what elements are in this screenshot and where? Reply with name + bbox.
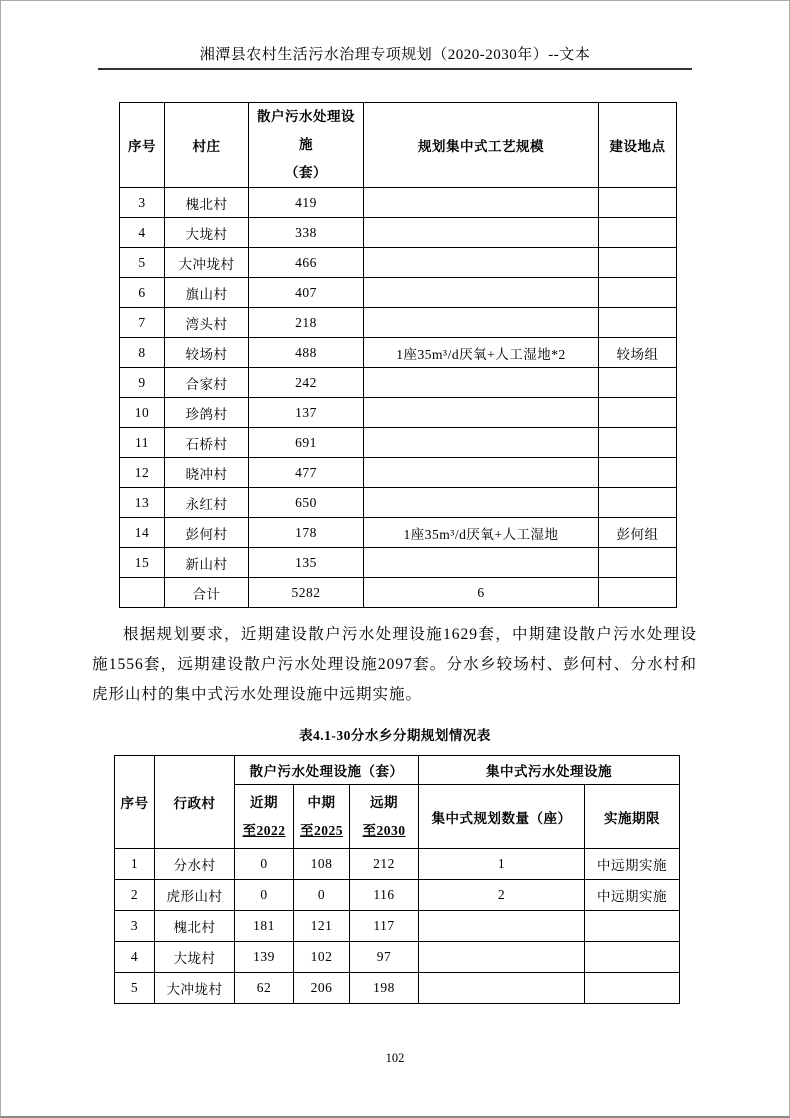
cell-seq: 13 (120, 488, 165, 518)
cell-process (364, 278, 599, 308)
col-header-mid-term (294, 785, 350, 849)
cell-centralized-count (419, 942, 585, 973)
table-row (120, 338, 677, 368)
cell-mid-term: 121 (294, 911, 350, 942)
cell-implementation-period: 中远期实施 (585, 880, 680, 911)
header-row-groups (115, 756, 680, 785)
cell-location (599, 308, 677, 338)
cell-location (599, 428, 677, 458)
cell-process (364, 428, 599, 458)
cell-location (599, 248, 677, 278)
table2-caption: 表4.1-30分水乡分期规划情况表 (299, 728, 491, 743)
table-row (120, 548, 677, 578)
cell-village: 石桥村 (165, 428, 249, 458)
cell-village: 大冲垅村 (155, 973, 235, 1004)
cell-village: 湾头村 (165, 308, 249, 338)
cell-village: 大冲垅村 (165, 248, 249, 278)
cell-near-term: 62 (235, 973, 294, 1004)
cell-location (599, 218, 677, 248)
cell-centralized-count (419, 973, 585, 1004)
body-paragraph: 根据规划要求，近期建设散户污水处理设施1629套，中期建设散户污水处理设施1556套，远期建设散户污水处理设施2097套。分水乡较场村、彭何村、分水村和虎形山村的集中式污水处理设施中远期实施。 (92, 626, 697, 703)
table-row (120, 398, 677, 428)
cell-location (599, 488, 677, 518)
col-header-centralized-count: 集中式规划数量（座） (419, 785, 585, 849)
table-row (120, 428, 677, 458)
cell-process: 1座35m³/d厌氧+人工湿地*2 (364, 338, 599, 368)
cell-far-term: 117 (350, 911, 419, 942)
col-header-process-scale: 规划集中式工艺规模 (364, 103, 599, 188)
cell-process (364, 248, 599, 278)
table-row (115, 911, 680, 942)
cell-seq: 1 (115, 849, 155, 880)
cell-mid-term: 102 (294, 942, 350, 973)
cell-implementation-period (585, 942, 680, 973)
col-header-village: 村庄 (165, 103, 249, 188)
cell-seq (120, 578, 165, 608)
cell-village: 合家村 (165, 368, 249, 398)
cell-village: 虎形山村 (155, 880, 235, 911)
cell-count: 178 (249, 518, 364, 548)
cell-count: 242 (249, 368, 364, 398)
cell-seq: 11 (120, 428, 165, 458)
table-row (115, 973, 680, 1004)
group-header-scattered: 散户污水处理设施（套） (235, 756, 419, 785)
cell-implementation-period (585, 973, 680, 1004)
cell-process: 1座35m³/d厌氧+人工湿地 (364, 518, 599, 548)
cell-mid-term: 206 (294, 973, 350, 1004)
cell-village: 槐北村 (165, 188, 249, 218)
cell-village: 槐北村 (155, 911, 235, 942)
cell-seq: 8 (120, 338, 165, 368)
table-row (120, 308, 677, 338)
cell-location (599, 398, 677, 428)
table-row (120, 368, 677, 398)
cell-centralized-count: 2 (419, 880, 585, 911)
cell-centralized-count (419, 911, 585, 942)
cell-process (364, 218, 599, 248)
cell-seq: 15 (120, 548, 165, 578)
table-row (120, 488, 677, 518)
col-header-scattered-line2: （套） (285, 165, 327, 180)
col-header-implementation-period: 实施期限 (585, 785, 680, 849)
table-row (120, 518, 677, 548)
cell-process (364, 308, 599, 338)
cell-location (599, 578, 677, 608)
col-header-scattered-line1: 散户污水处理设施 (257, 109, 355, 152)
cell-process: 6 (364, 578, 599, 608)
cell-implementation-period: 中远期实施 (585, 849, 680, 880)
cell-village: 合计 (165, 578, 249, 608)
cell-near-term: 181 (235, 911, 294, 942)
cell-location (599, 368, 677, 398)
cell-village: 大垅村 (165, 218, 249, 248)
cell-location (599, 188, 677, 218)
table-row (120, 188, 677, 218)
cell-seq: 10 (120, 398, 165, 428)
cell-near-term: 0 (235, 880, 294, 911)
cell-seq: 4 (120, 218, 165, 248)
col-header-scattered-facilities (249, 103, 364, 188)
village-facilities-table-body (120, 188, 677, 608)
cell-seq: 14 (120, 518, 165, 548)
cell-location (599, 548, 677, 578)
col-header-seq: 序号 (120, 103, 165, 188)
cell-process (364, 368, 599, 398)
cell-seq: 2 (115, 880, 155, 911)
cell-implementation-period (585, 911, 680, 942)
table-row (120, 458, 677, 488)
table-row (115, 849, 680, 880)
near-term-year: 至2022 (242, 822, 286, 838)
document-header-title: 湘潭县农村生活污水治理专项规划（2020-2030年）--文本 (199, 47, 591, 63)
cell-location (599, 278, 677, 308)
cell-near-term: 139 (235, 942, 294, 973)
cell-seq: 5 (115, 973, 155, 1004)
mid-term-label: 中期 (307, 794, 336, 810)
near-term-label: 近期 (250, 794, 278, 810)
cell-count: 691 (249, 428, 364, 458)
cell-village: 永红村 (165, 488, 249, 518)
far-term-label: 远期 (370, 794, 398, 810)
cell-near-term: 0 (235, 849, 294, 880)
col-header-near-term (235, 785, 294, 849)
page-number: 102 (385, 1051, 405, 1065)
cell-count: 218 (249, 308, 364, 338)
table-row (120, 278, 677, 308)
cell-far-term: 198 (350, 973, 419, 1004)
document-header (98, 43, 692, 70)
cell-far-term: 212 (350, 849, 419, 880)
group-header-centralized: 集中式污水处理设施 (419, 756, 680, 785)
phased-planning-table-body (115, 849, 680, 1004)
village-facilities-table-header (120, 103, 677, 188)
cell-process (364, 188, 599, 218)
cell-process (364, 548, 599, 578)
cell-seq: 3 (115, 911, 155, 942)
cell-seq: 12 (120, 458, 165, 488)
table-row (115, 880, 680, 911)
cell-village: 彭何村 (165, 518, 249, 548)
cell-count: 477 (249, 458, 364, 488)
cell-count: 407 (249, 278, 364, 308)
cell-count: 650 (249, 488, 364, 518)
cell-count: 419 (249, 188, 364, 218)
cell-seq: 7 (120, 308, 165, 338)
cell-process (364, 488, 599, 518)
cell-village: 大垅村 (155, 942, 235, 973)
col-header-seq: 序号 (115, 756, 155, 849)
cell-count: 488 (249, 338, 364, 368)
cell-seq: 3 (120, 188, 165, 218)
cell-process (364, 458, 599, 488)
cell-seq: 4 (115, 942, 155, 973)
table-row (120, 248, 677, 278)
cell-village: 较场村 (165, 338, 249, 368)
cell-seq: 9 (120, 368, 165, 398)
col-header-far-term (350, 785, 419, 849)
table-row (120, 218, 677, 248)
cell-mid-term: 108 (294, 849, 350, 880)
cell-seq: 5 (120, 248, 165, 278)
mid-term-year: 至2025 (300, 822, 343, 838)
col-header-admin-village: 行政村 (155, 756, 235, 849)
cell-village: 珍鸽村 (165, 398, 249, 428)
cell-count: 338 (249, 218, 364, 248)
phased-planning-table (114, 755, 680, 1004)
table-row (115, 942, 680, 973)
cell-far-term: 97 (350, 942, 419, 973)
cell-village: 晓冲村 (165, 458, 249, 488)
col-header-location: 建设地点 (599, 103, 677, 188)
cell-process (364, 398, 599, 428)
cell-village: 分水村 (155, 849, 235, 880)
table-row (120, 578, 677, 608)
cell-location: 较场组 (599, 338, 677, 368)
header-row (120, 103, 677, 188)
cell-count: 137 (249, 398, 364, 428)
cell-location: 彭何组 (599, 518, 677, 548)
cell-centralized-count: 1 (419, 849, 585, 880)
cell-count: 466 (249, 248, 364, 278)
cell-seq: 6 (120, 278, 165, 308)
cell-count: 5282 (249, 578, 364, 608)
cell-village: 旗山村 (165, 278, 249, 308)
cell-far-term: 116 (350, 880, 419, 911)
cell-mid-term: 0 (294, 880, 350, 911)
cell-count: 135 (249, 548, 364, 578)
phased-planning-table-header (115, 756, 680, 849)
cell-village: 新山村 (165, 548, 249, 578)
cell-location (599, 458, 677, 488)
far-term-year: 至2030 (362, 822, 406, 838)
village-facilities-table (119, 102, 677, 608)
